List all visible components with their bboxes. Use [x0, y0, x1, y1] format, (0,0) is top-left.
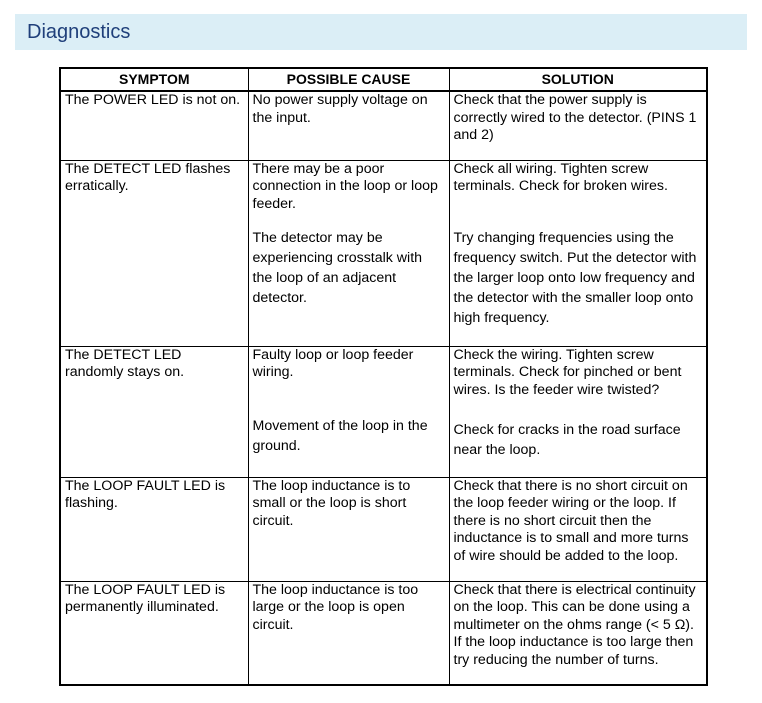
solution-text: Check the wiring. Tighten screw terminals. Check for pinched or bent wires. Is the feeder wire twisted? — [453, 346, 682, 398]
symptom-text: The DETECT LED flashes erratically. — [65, 160, 231, 194]
solution-cell — [449, 160, 707, 346]
symptom-cell — [60, 477, 248, 581]
table-row — [60, 160, 707, 346]
solution-cell — [449, 346, 707, 477]
table-row — [60, 477, 707, 581]
symptom-cell — [60, 581, 248, 685]
column-header-solution: SOLUTION — [449, 68, 707, 91]
solution-cell — [449, 91, 707, 160]
cause-cell — [248, 160, 449, 346]
symptom-text: The POWER LED is not on. — [65, 92, 241, 108]
symptom-text: The LOOP FAULT LED is permanently illuminated. — [65, 581, 226, 615]
solution-text: Check that the power supply is correctly wired to the detector. (PINS 1 and 2) — [453, 92, 697, 143]
section-header-bar — [15, 14, 747, 50]
solution-text: Check that there is electrical continuity on the loop. This can be done using a multimeter on the ohms range (< 5 Ω). If the loop inductance is too large then try reducing the number of turns. — [453, 581, 696, 668]
cause-text: The loop inductance is too large or the loop is open circuit. — [252, 581, 419, 633]
cause-text: No power supply voltage on the input. — [252, 92, 428, 126]
cause-cell — [248, 477, 449, 581]
column-header-symptom: SYMPTOM — [60, 68, 248, 91]
table-header-row — [60, 68, 707, 91]
cause-cell — [248, 91, 449, 160]
column-header-possible-cause: POSSIBLE CAUSE — [248, 68, 449, 91]
cause-text: The loop inductance is to small or the loop is short circuit. — [252, 477, 411, 529]
solution-cell — [449, 477, 707, 581]
cause-text: There may be a poor connection in the loop or loop feeder. — [252, 160, 438, 212]
cause-text: The detector may be experiencing crosstalk with the loop of an adjacent detector. — [252, 230, 423, 306]
solution-cell — [449, 581, 707, 685]
cause-cell — [248, 581, 449, 685]
symptom-text: The LOOP FAULT LED is flashing. — [65, 477, 226, 511]
cause-cell — [248, 346, 449, 477]
table-row — [60, 346, 707, 477]
solution-text: Check for cracks in the road surface near the loop. — [453, 422, 681, 458]
cause-text: Movement of the loop in the ground. — [252, 417, 428, 454]
cause-text: Faulty loop or loop feeder wiring. — [252, 346, 414, 380]
solution-text: Try changing frequencies using the frequency switch. Put the detector with the larger loop onto low frequency and the detector with the smaller loop onto high frequency. — [453, 229, 697, 326]
symptom-text: The DETECT LED randomly stays on. — [65, 346, 185, 380]
table-row — [60, 581, 707, 685]
solution-text: Check all wiring. Tighten screw terminals. Check for broken wires. — [453, 160, 668, 194]
solution-text: Check that there is no short circuit on the loop feeder wiring or the loop. If there is no short circuit then the inductance is to small and more turns of wire should be added to the loop. — [453, 477, 689, 564]
symptom-cell — [60, 91, 248, 160]
symptom-cell — [60, 160, 248, 346]
symptom-cell — [60, 346, 248, 477]
section-title: Diagnostics — [27, 21, 131, 43]
table-row — [60, 91, 707, 160]
diagnostics-table — [59, 67, 708, 686]
